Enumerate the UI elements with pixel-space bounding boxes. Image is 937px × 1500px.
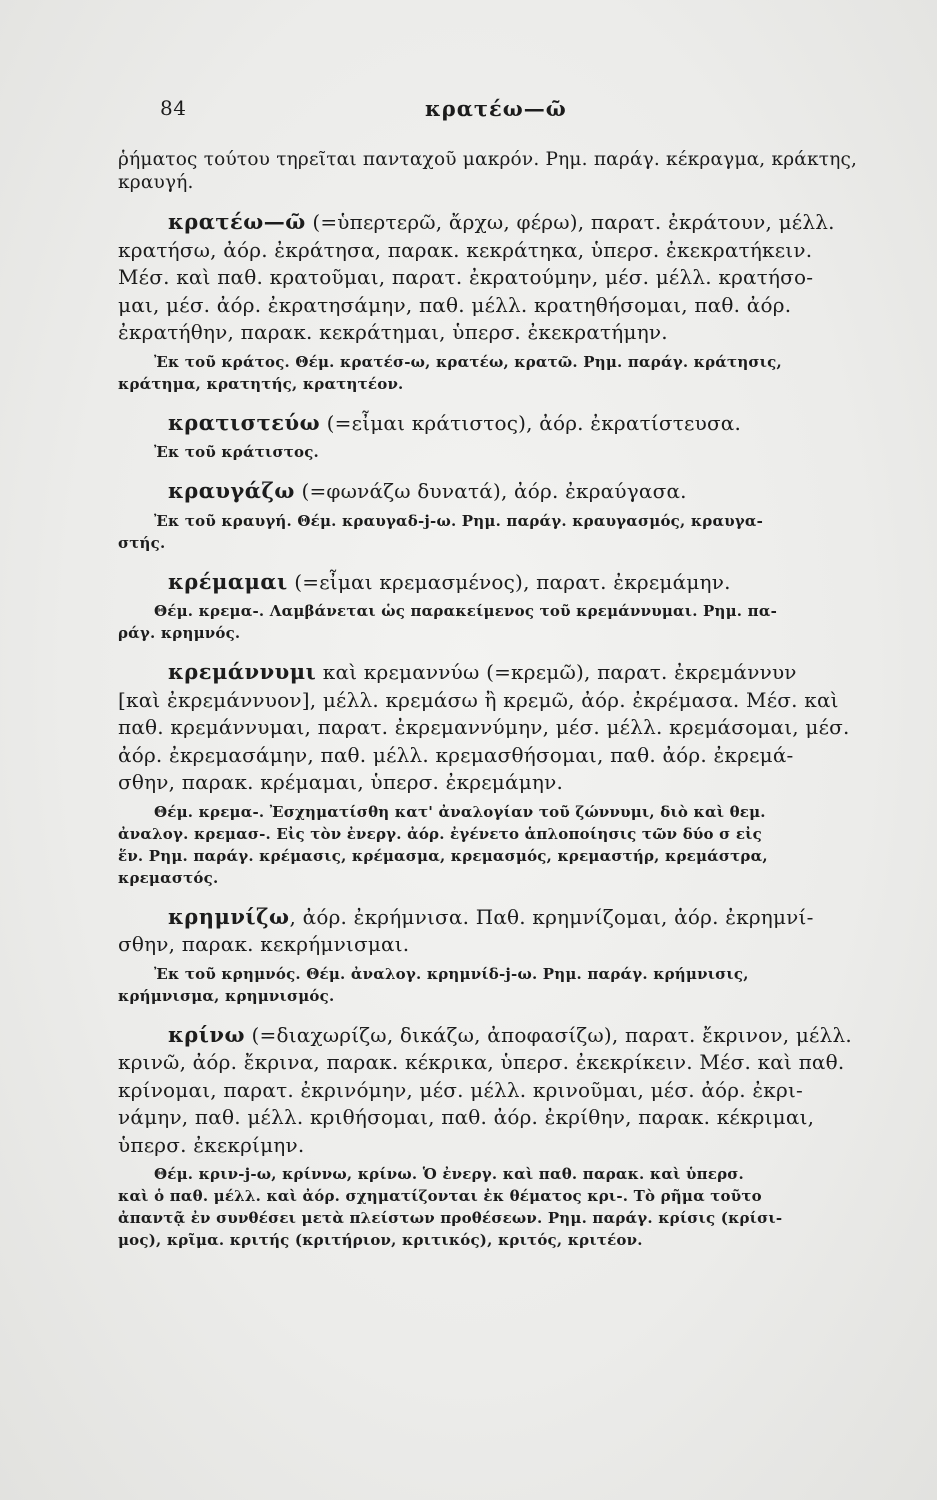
note-line: ἀπαντᾷ ἐν συνθέσει μετὰ πλείστων προθέσεων. Ρημ. παράγ. κρίσις (κρίσι- <box>118 1209 783 1227</box>
dictionary-entry <box>118 1021 878 1252</box>
entry-line: ἐκρατήθην, παρακ. κεκράτημαι, ὑπερσ. ἐκεκρατήμην. <box>118 320 668 344</box>
entry-lemma: κρατέω—ῶ <box>168 209 306 234</box>
entry-first-line <box>118 658 878 687</box>
entry-first-line <box>118 208 878 237</box>
entry-line: ὑπερσ. ἐκεκρίμην. <box>118 1132 305 1157</box>
note-line: μος), κρῖμα. κριτής (κριτήριον, κριτικός), κριτός, κριτέον. <box>118 1231 643 1249</box>
entry-lemma: κρεμάννυμι <box>168 659 317 684</box>
entry-line: σθην, παρακ. κεκρήμνισμαι. <box>118 932 410 956</box>
entry-lemma: κρέμαμαι <box>168 568 288 594</box>
dictionary-entry <box>118 208 878 395</box>
entry-body <box>118 903 878 959</box>
entry-note <box>118 1163 878 1251</box>
entry-line: [καὶ ἐκρεμάννυον], μέλλ. κρεμάσω ἢ κρεμῶ, ἀόρ. ἐκρέμασα. Μέσ. καὶ <box>118 687 839 712</box>
note-line: Ἐκ τοῦ κρημνός. Θέμ. ἀναλογ. κρημνίδ-j-ω. Ρημ. παράγ. κρήμνισις, <box>154 964 749 983</box>
entry-first-line-text: (=διαχωρίζω, δικάζω, ἀποφασίζω), παρατ. ἔκρινον, μέλλ. <box>244 1022 852 1047</box>
entry-first-line-text: , ἀόρ. ἐκρήμνισα. Παθ. κρημνίζομαι, ἀόρ. ἐκρημνί- <box>289 904 814 929</box>
entry-body <box>118 477 878 506</box>
entry-lemma: κρημνίζω <box>168 903 290 929</box>
entry-line: σθην, παρακ. κρέμαμαι, ὑπερσ. ἐκρεμάμην. <box>118 770 564 794</box>
entry-first-line-text: (=εἶμαι κρεμασμένος), παρατ. ἐκρεμάμην. <box>287 569 731 594</box>
entry-lemma: κρατιστεύω <box>168 409 321 435</box>
note-line: Ἐκ τοῦ κράτος. Θέμ. κρατέσ-ω, κρατέω, κρατῶ. Ρημ. παράγ. κράτησις, <box>154 352 782 371</box>
entry-first-line <box>118 1021 878 1050</box>
entry-body <box>118 568 878 597</box>
note-line: ράγ. κρημνός. <box>118 624 241 642</box>
entry-first-line <box>118 568 878 597</box>
entry-line: Μέσ. καὶ παθ. κρατοῦμαι, παρατ. ἐκρατούμην, μέσ. μέλλ. κρατήσο- <box>118 265 814 289</box>
note-line: καὶ ὁ παθ. μέλλ. καὶ ἀόρ. σχηματίζονται ἐκ θέματος κρι-. Τὸ ρῆμα τοῦτο <box>118 1187 762 1205</box>
entry-first-line-text: καὶ κρεμαννύω (=κρεμῶ), παρατ. ἐκρεμάννυν <box>316 660 797 684</box>
note-line: Θέμ. κρεμα-. Ἐσχηματίσθη κατ' ἀναλογίαν τοῦ ζώννυμι, διὸ καὶ θεμ. <box>154 802 766 821</box>
note-line: Ἐκ τοῦ κράτιστος. <box>154 443 319 461</box>
dictionary-entry <box>118 658 878 889</box>
entry-body <box>118 208 878 347</box>
note-line: Ἐκ τοῦ κραυγή. Θέμ. κραυγαδ-j-ω. Ρημ. παράγ. κραυγασμός, κραυγα- <box>154 511 764 530</box>
page-text <box>118 148 878 1251</box>
dictionary-entry <box>118 903 878 1007</box>
entry-first-line-text: (=ὑπερτερῶ, ἄρχω, φέρω), παρατ. ἐκράτουν, μέλλ. <box>305 210 835 234</box>
note-line: κράτημα, κρατητής, κρατητέον. <box>118 374 404 393</box>
note-line: Θέμ. κρεμα-. Λαμβάνεται ὡς παρακείμενος τοῦ κρεμάννυμαι. Ρημ. πα- <box>154 602 777 620</box>
entry-lemma: κρίνω <box>168 1021 245 1047</box>
dictionary-entry <box>118 409 878 464</box>
entry-first-line-text: (=εἶμαι κράτιστος), ἀόρ. ἐκρατίστευσα. <box>320 410 742 435</box>
intro-line: ῥήματος τούτου τηρεῖται πανταχοῦ μακρόν. Ρημ. παράγ. κέκραγμα, κράκτης, <box>118 149 858 170</box>
entry-first-line <box>118 477 878 506</box>
entry-line: κρινῶ, ἀόρ. ἔκρινα, παρακ. κέκρικα, ὑπερσ. ἐκεκρίκειν. Μέσ. καὶ παθ. <box>118 1050 845 1074</box>
entry-note <box>118 600 878 644</box>
entry-body <box>118 1021 878 1160</box>
dictionary-entry <box>118 477 878 554</box>
note-line: ἕν. Ρημ. παράγ. κρέμασις, κρέμασμα, κρεμασμός, κρεμαστήρ, κρεμάστρα, <box>118 846 768 865</box>
entry-line: νάμην, παθ. μέλλ. κριθήσομαι, παθ. ἀόρ. ἐκρίθην, παρακ. κέκριμαι, <box>118 1105 815 1129</box>
entry-first-line <box>118 409 878 438</box>
entry-line: κρατήσω, ἀόρ. ἐκράτησα, παρακ. κεκράτηκα, ὑπερσ. ἐκεκρατήκειν. <box>118 237 813 262</box>
entry-body <box>118 409 878 438</box>
entry-line: μαι, μέσ. ἀόρ. ἐκρατησάμην, παθ. μέλλ. κρατηθήσομαι, παθ. ἀόρ. <box>118 292 792 317</box>
note-line: ἀναλογ. κρεμασ-. Εἰς τὸν ἐνεργ. ἀόρ. ἐγένετο ἁπλοποίησις τῶν δύο σ εἰς <box>118 824 762 843</box>
entry-line: ἀόρ. ἐκρεμασάμην, παθ. μέλλ. κρεμασθήσομαι, παθ. ἀόρ. ἐκρεμά- <box>118 742 794 767</box>
note-line: Θέμ. κριν-j-ω, κρίννω, κρίνω. Ὁ ἐνεργ. καὶ παθ. παρακ. καὶ ὑπερσ. <box>154 1165 744 1183</box>
entry-note <box>118 351 878 395</box>
entry-line: παθ. κρεμάννυμαι, παρατ. ἐκρεμαννύμην, μέσ. μέλλ. κρεμάσομαι, μέσ. <box>118 715 850 739</box>
dictionary-entry <box>118 568 878 645</box>
running-head: κρατέω—ῶ <box>425 96 567 121</box>
entry-first-line <box>118 903 878 932</box>
entry-note <box>118 510 878 554</box>
entry-body <box>118 658 878 797</box>
entry-note <box>118 441 878 463</box>
entry-lemma: κραυγάζω <box>168 478 295 503</box>
entry-line: κρίνομαι, παρατ. ἐκρινόμην, μέσ. μέλλ. κρινοῦμαι, μέσ. ἀόρ. ἐκρι- <box>118 1077 803 1102</box>
entry-first-line-text: (=φωνάζω δυνατά), ἀόρ. ἐκραύγασα. <box>294 479 687 503</box>
intro-paragraph <box>118 148 878 194</box>
note-line: κρεμαστός. <box>118 868 219 887</box>
page-number: 84 <box>160 96 187 120</box>
entry-note <box>118 963 878 1007</box>
note-line: κρήμνισμα, κρημνισμός. <box>118 986 335 1005</box>
intro-line: κραυγή. <box>118 172 194 193</box>
note-line: στής. <box>118 533 166 552</box>
entry-note <box>118 801 878 889</box>
